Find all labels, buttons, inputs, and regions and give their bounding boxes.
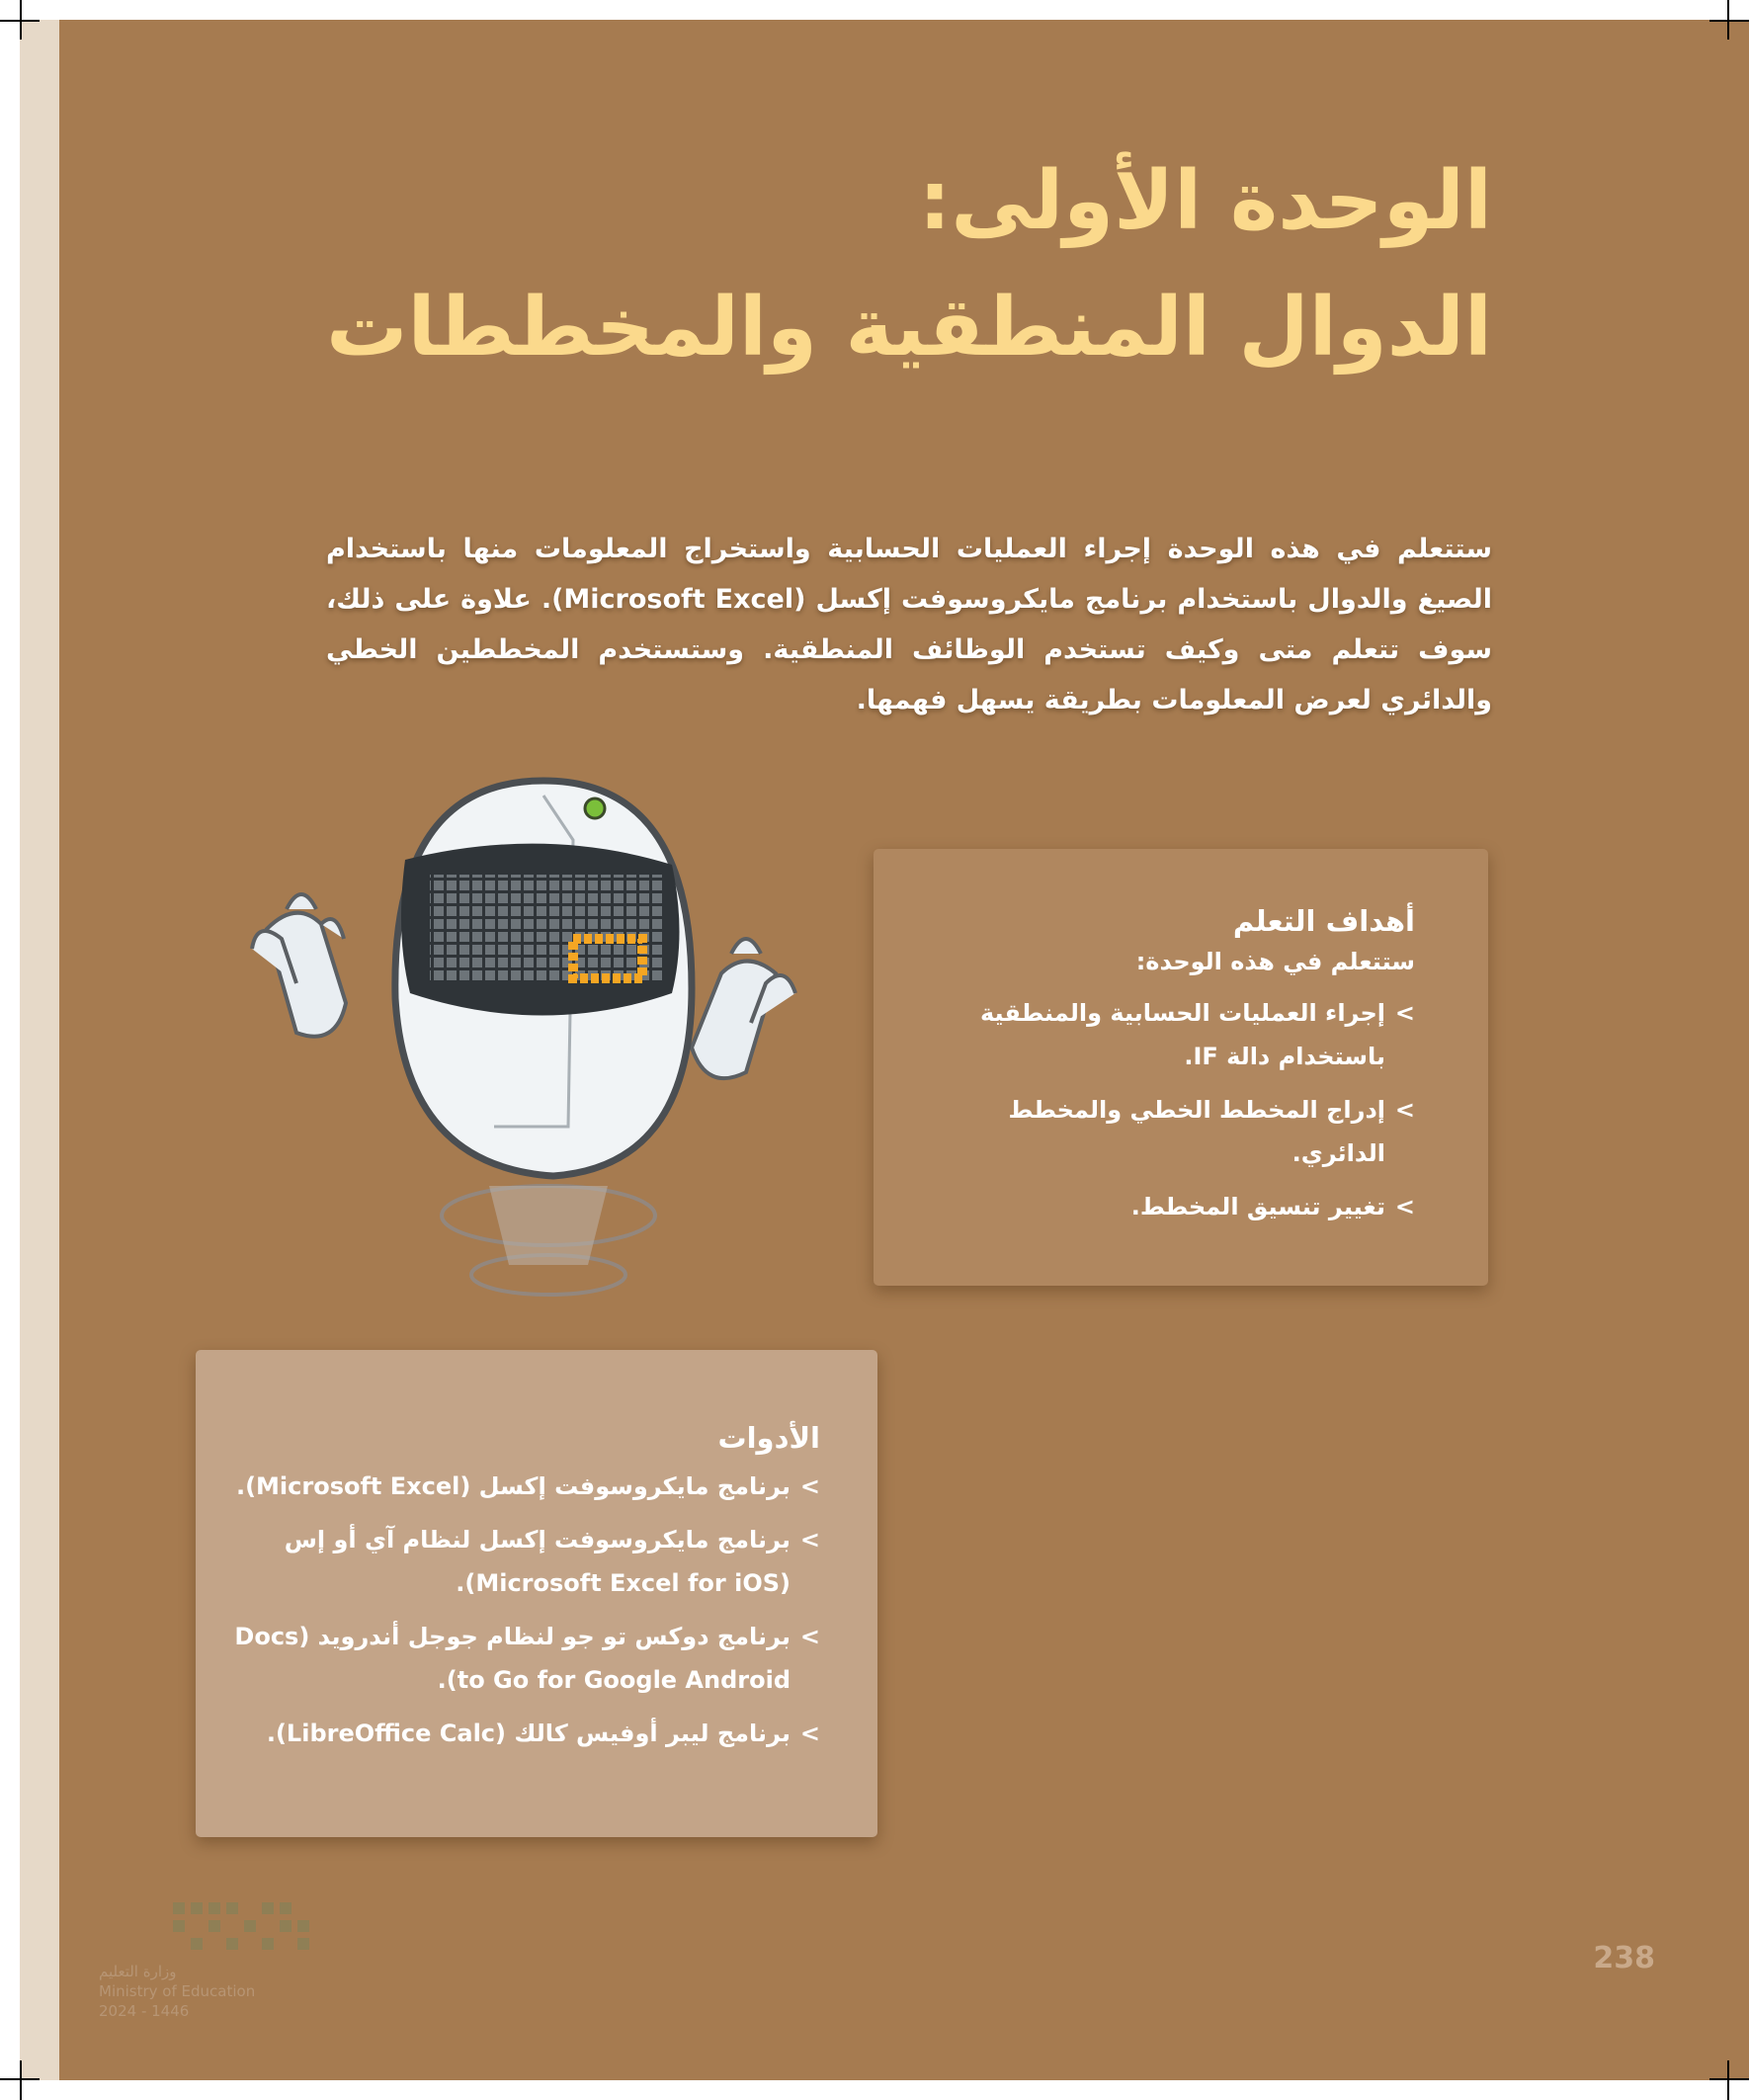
screen-grid bbox=[430, 875, 662, 983]
left-margin-strip bbox=[20, 20, 59, 2080]
unit-title-line2: الدوال المنطقية والمخططات bbox=[326, 281, 1492, 375]
objective-text: تغيير تنسيق المخطط. bbox=[1130, 1193, 1385, 1220]
bullet-arrow: > bbox=[799, 1623, 820, 1650]
crop-mark bbox=[1709, 2078, 1749, 2080]
unit-title bbox=[306, 138, 1492, 391]
unit-title-line1: الوحدة الأولى: bbox=[918, 154, 1492, 248]
tools-box bbox=[196, 1350, 877, 1837]
objectives-subtitle: ستتعلم في هذه الوحدة: bbox=[1135, 948, 1415, 975]
objective-text: إدراج المخطط الخطي والمخطط الدائري. bbox=[1008, 1096, 1385, 1167]
objective-text: إجراء العمليات الحسابية والمنطقية باستخدام دالة IF. bbox=[980, 999, 1385, 1070]
tool-text: برنامج مايكروسوفت إكسل لنظام آي أو إس (Microsoft Excel for iOS). bbox=[284, 1526, 791, 1597]
objective-item bbox=[921, 991, 1415, 1078]
crop-mark bbox=[20, 2060, 22, 2100]
logo-line3: 2024 - 1446 bbox=[99, 2002, 190, 2020]
bullet-arrow: > bbox=[799, 1526, 820, 1554]
crop-mark bbox=[1709, 20, 1749, 22]
tool-item bbox=[227, 1465, 820, 1508]
bullet-arrow: > bbox=[799, 1720, 820, 1747]
tool-item bbox=[227, 1712, 820, 1755]
intro-paragraph: ستتعلم في هذه الوحدة إجراء العمليات الحسابية واستخراج المعلومات منها باستخدام الصيغ والدوال باستخدام برنامج مايكروسوفت إكسل (Microsoft Excel). علاوة على ذلك، سوف تتعلم متى وكيف تستخدم الوظائف المنطقية. وستستخدم المخططين الخطي والدائري لعرض المعلومات بطريقة يسهل فهمها. bbox=[326, 534, 1492, 715]
tool-text: برنامج دوكس تو جو لنظام جوجل أندرويد (Docs to Go for Google Android). bbox=[234, 1623, 791, 1694]
ministry-logo-text bbox=[99, 1962, 255, 2021]
crop-mark bbox=[1727, 0, 1729, 40]
tool-text: برنامج ليبر أوفيس كالك (LibreOffice Calc). bbox=[266, 1720, 791, 1747]
tool-text: برنامج مايكروسوفت إكسل (Microsoft Excel). bbox=[235, 1472, 791, 1500]
tool-item bbox=[227, 1518, 820, 1605]
bullet-arrow: > bbox=[799, 1472, 820, 1500]
tools-title: الأدوات bbox=[717, 1421, 820, 1455]
logo-line2: Ministry of Education bbox=[99, 1982, 256, 2000]
learning-objectives-box bbox=[874, 849, 1488, 1286]
objective-item bbox=[921, 1185, 1415, 1228]
bullet-arrow: > bbox=[1394, 1096, 1415, 1124]
objectives-title: أهداف التعلم bbox=[1232, 904, 1415, 938]
tool-item bbox=[227, 1615, 820, 1702]
objective-item bbox=[921, 1088, 1415, 1175]
bullet-arrow: > bbox=[1394, 999, 1415, 1027]
crop-mark bbox=[20, 0, 22, 40]
bullet-arrow: > bbox=[1394, 1193, 1415, 1220]
crop-mark bbox=[1727, 2060, 1729, 2100]
robot-illustration bbox=[227, 751, 820, 1304]
logo-line1: وزارة التعليم bbox=[99, 1963, 177, 1980]
page-number: 238 bbox=[1593, 1941, 1655, 1975]
